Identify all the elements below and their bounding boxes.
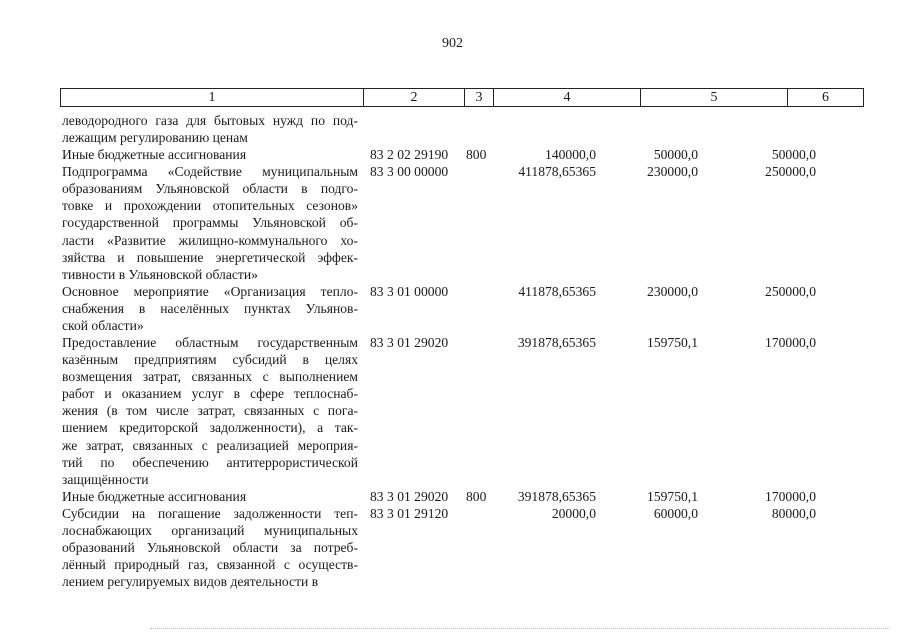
- row-description-line: лоснабжающих организаций муниципальных: [62, 522, 358, 538]
- row-description-line: образований Ульяновской области за потреб-: [62, 540, 358, 555]
- row-description-line: же затрат, связанных с реализацией мероприя-: [62, 437, 358, 453]
- row-description-line: леводородного газа для бытовых нужд по под-: [62, 113, 358, 128]
- row-description-line: Предоставление областным государственным: [62, 335, 358, 351]
- row-type-cell: 800: [466, 147, 487, 163]
- row-description-line: снабжения в населённых пунктах Ульянов-: [62, 300, 358, 316]
- row-code-cell: 83 3 01 29020: [370, 335, 449, 351]
- row-code-cell: 83 3 01 29020: [370, 488, 449, 504]
- row-v5-cell: 230000,0: [647, 164, 698, 180]
- column-header-3: 3: [464, 89, 493, 106]
- page-bottom-edge: [150, 628, 890, 630]
- row-v4-cell: 20000,0: [551, 505, 596, 521]
- row-type-cell: 800: [466, 488, 487, 504]
- row-description-line: тивности в Ульяновской области»: [62, 266, 258, 282]
- row-description-line: Иные бюджетные ассигнования: [62, 488, 247, 504]
- row-code-cell: 83 3 01 29120: [370, 505, 449, 521]
- row-v4-cell: 391878,65365: [517, 488, 596, 504]
- row-description-line: лённый природный газ, связанной с осуществ-: [62, 557, 358, 573]
- column-header-2: 2: [363, 89, 464, 106]
- row-v6-cell: 80000,0: [771, 505, 816, 521]
- row-code-cell: 83 3 00 00000: [370, 164, 449, 180]
- row-v5-cell: 50000,0: [653, 147, 698, 163]
- row-v5-cell: 159750,1: [647, 335, 698, 351]
- row-code-cell: 83 2 02 29190: [370, 147, 449, 163]
- row-description-line: образованиям Ульяновской области в подго-: [62, 181, 358, 197]
- row-v4-cell: 140000,0: [545, 147, 596, 163]
- row-description-line: ласти «Развитие жилищно-коммунального хо-: [62, 232, 358, 248]
- row-v5-cell: 230000,0: [647, 283, 698, 299]
- row-description-line: работ и оказанием услуг в сфере теплоснаб-: [62, 386, 358, 402]
- row-description-line: возмещения затрат, связанных с выполнением: [62, 369, 358, 385]
- row-description-line: Подпрограмма «Содействие муниципальным: [62, 164, 358, 180]
- column-header-6: 6: [787, 89, 863, 106]
- row-description-line: казённым предприятиям субсидий в целях: [62, 352, 358, 368]
- row-description-line: жения (в том числе затрат, связанных с пога-: [62, 403, 358, 419]
- row-v6-cell: 170000,0: [765, 335, 816, 351]
- row-v6-cell: 170000,0: [765, 488, 816, 504]
- row-v6-cell: 250000,0: [765, 283, 816, 299]
- row-v4-cell: 391878,65365: [517, 335, 596, 351]
- row-v4-cell: 411878,65365: [518, 164, 596, 180]
- column-header-1: 1: [208, 90, 216, 105]
- row-description-line: лежащим регулированию ценам: [62, 130, 248, 146]
- row-description-line: Основное мероприятие «Организация тепло-: [62, 283, 358, 299]
- row-description-line: ской области»: [62, 317, 144, 333]
- row-v6-cell: 250000,0: [765, 164, 816, 180]
- row-description-line: лением регулируемых видов деятельности в: [62, 574, 319, 590]
- page-number: 902: [442, 36, 463, 51]
- row-description-line: шением кредиторской задолженности), а так-: [62, 420, 358, 436]
- row-v6-cell: 50000,0: [771, 147, 816, 163]
- column-header-4: 4: [493, 89, 640, 106]
- row-description-line: тий по обеспечению антитеррористической: [62, 454, 358, 470]
- row-description-line: товке и прохождении отопительных сезонов»: [62, 198, 358, 214]
- row-code-cell: 83 3 01 00000: [370, 283, 449, 299]
- row-v5-cell: 60000,0: [653, 505, 698, 521]
- row-v5-cell: 159750,1: [647, 488, 698, 504]
- row-description-line: зяйства и повышение энергетической эффек-: [62, 249, 358, 265]
- row-description-line: Субсидии на погашение задолженности теп-: [62, 505, 358, 521]
- row-description-line: защищённости: [62, 471, 149, 487]
- column-header-5: 5: [640, 89, 787, 106]
- row-description-line: Иные бюджетные ассигнования: [62, 147, 247, 163]
- row-v4-cell: 411878,65365: [518, 283, 596, 299]
- row-description-line: государственной программы Ульяновской об-: [62, 215, 358, 231]
- table-header: [60, 88, 864, 107]
